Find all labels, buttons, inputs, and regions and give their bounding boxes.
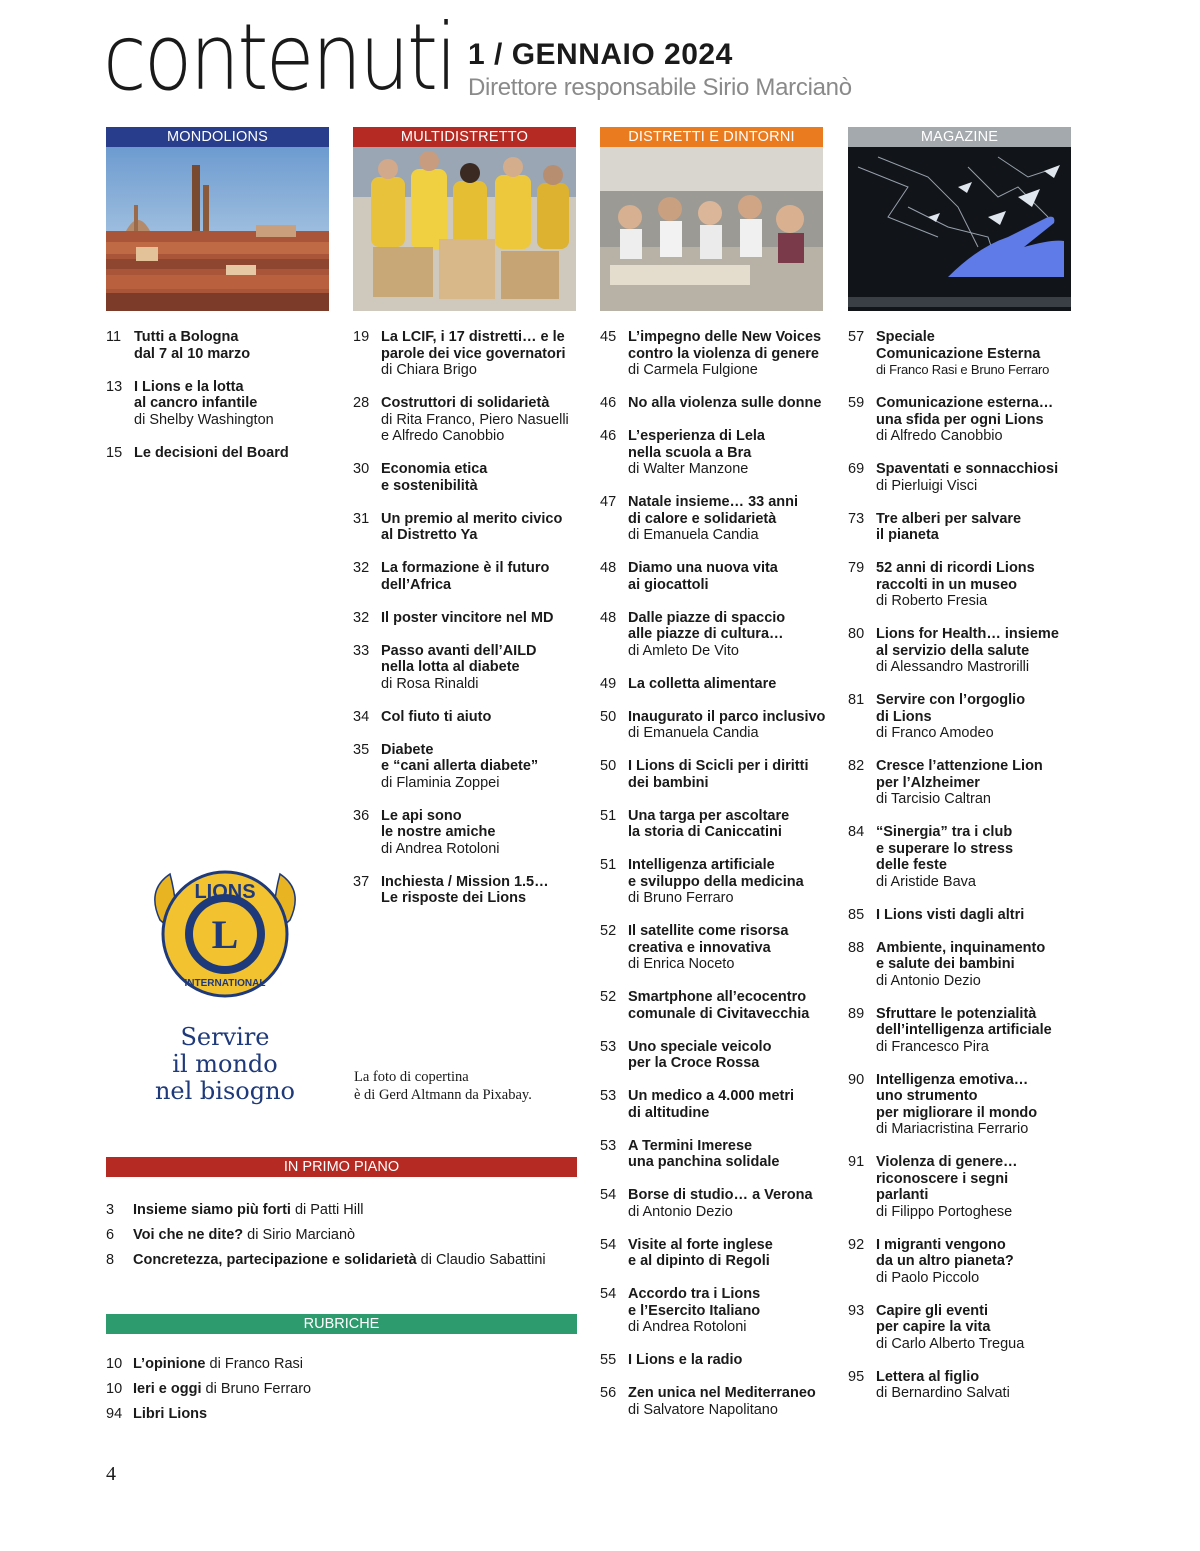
entry-page-number: 69	[848, 461, 865, 477]
page-number: 4	[106, 1463, 116, 1485]
entry-author: di Emanuela Candia	[628, 725, 759, 741]
contents-entry[interactable]	[600, 395, 840, 412]
entry-page-number: 92	[848, 1236, 865, 1253]
entry-title: Il poster vincitore nel MD	[381, 609, 554, 626]
entry-page-number: 19	[353, 329, 370, 345]
contents-entry[interactable]	[353, 395, 585, 445]
entry-author: di Franco Rasi e Bruno Ferraro	[876, 362, 1050, 377]
entry-title: Borse di studio… a Verona	[628, 1187, 813, 1203]
entry-page-number: 80	[848, 626, 865, 642]
entry-page-number: 46	[600, 428, 617, 444]
contents-entry[interactable]	[848, 1072, 1088, 1138]
entry-title: La colletta alimentare	[628, 675, 777, 692]
entry-title: Le decisioni del Board	[134, 444, 289, 461]
entry-page-number: 51	[600, 807, 617, 824]
entry-author: di Bruno Ferraro	[628, 890, 734, 906]
entry-title: Cresce l’attenzione Lion per l’Alzheimer	[876, 758, 1043, 791]
contents-entry[interactable]	[600, 989, 840, 1022]
entry-title: L’impegno delle New Voices contro la violenza di genere	[628, 329, 822, 362]
entry-title: Capire gli eventi per capire la vita	[876, 1302, 991, 1335]
entry-title: Sfruttare le potenzialità dell’intelligenza artificiale	[876, 1005, 1052, 1038]
svg-text:LIONS: LIONS	[194, 881, 256, 903]
entry-author: di Rosa Rinaldi	[381, 675, 479, 692]
entry-page-number: 50	[600, 708, 617, 725]
entry-title: A Termini Imerese una panchina solidale	[628, 1137, 780, 1170]
entry-author: di Aristide Bava	[876, 873, 976, 890]
entry-title: Spaventati e sonnacchiosi	[876, 461, 1059, 477]
contents-entry[interactable]	[600, 1138, 840, 1171]
contents-entry[interactable]	[848, 626, 1088, 676]
entry-title: Col fiuto ti aiuto	[381, 708, 492, 725]
contents-entry[interactable]	[353, 643, 585, 693]
contents-entry[interactable]	[848, 1303, 1088, 1353]
entry-page-number: 79	[848, 560, 865, 576]
section-header-rubriche: RUBRICHE	[106, 1314, 577, 1334]
entry-author: di Patti Hill	[290, 1202, 364, 1218]
entry-title: Ambiente, inquinamento e salute dei bambini	[876, 939, 1046, 972]
entry-page-number: 53	[600, 1137, 617, 1154]
entry-title: Lettera al figlio	[876, 1368, 980, 1385]
contents-entry[interactable]	[600, 1088, 840, 1121]
entry-title: Economia etica e sostenibilità	[381, 461, 488, 494]
contents-entry[interactable]	[600, 808, 840, 841]
contents-entry[interactable]	[600, 1237, 840, 1270]
entry-page-number: 93	[848, 1302, 865, 1319]
contents-entry[interactable]	[600, 610, 840, 660]
entry-title: 52 anni di ricordi Lions raccolti in un museo	[876, 560, 1035, 593]
entry-page-number: 81	[848, 692, 865, 708]
lions-international-logo	[144, 860, 306, 1010]
entry-title: Diabete e “cani allerta diabete”	[381, 741, 539, 774]
entry-author: di Tarcisio Caltran	[876, 791, 991, 807]
entry-page-number: 53	[600, 1088, 617, 1104]
entry-page-number: 28	[353, 395, 370, 411]
entry-page-number: 59	[848, 395, 865, 411]
band-entry[interactable]	[106, 1356, 586, 1373]
contents-entry[interactable]	[600, 857, 840, 907]
entry-author: di Antonio Dezio	[876, 972, 981, 989]
entry-title: Ieri e oggi	[133, 1381, 202, 1397]
entry-title: Passo avanti dell’AILD nella lotta al diabete	[381, 642, 537, 675]
entry-page-number: 34	[353, 708, 370, 725]
in-primo-piano-list	[106, 1202, 586, 1277]
entry-page-number: 89	[848, 1005, 865, 1022]
entry-title: Intelligenza emotiva… uno strumento per migliorare il mondo	[876, 1071, 1038, 1121]
entry-title: Libri Lions	[133, 1406, 208, 1422]
contents-column-mondolions	[106, 329, 338, 478]
entry-page-number: 53	[600, 1038, 617, 1055]
photo-bologna	[106, 147, 329, 311]
entry-page-number: 82	[848, 758, 865, 774]
entry-author: di Carlo Alberto Tregua	[876, 1335, 1025, 1352]
entry-page-number: 49	[600, 675, 617, 692]
entry-page-number: 51	[600, 857, 617, 873]
entry-page-number: 33	[353, 642, 370, 659]
photo-magazine	[848, 147, 1071, 311]
entry-author: di Andrea Rotoloni	[628, 1319, 747, 1335]
entry-title: Lions for Health… insieme al servizio della salute	[876, 626, 1059, 659]
contents-entry[interactable]	[353, 610, 585, 627]
entry-author: di Bruno Ferraro	[201, 1381, 312, 1397]
entry-author: di Andrea Rotoloni	[381, 840, 500, 857]
entry-title: L’esperienza di Lela nella scuola a Bra	[628, 428, 765, 461]
entry-author: di Franco Rasi	[205, 1356, 304, 1372]
entry-title: Uno speciale veicolo per la Croce Rossa	[628, 1038, 772, 1071]
entry-title: Costruttori di solidarietà	[381, 395, 550, 411]
contents-entry[interactable]	[353, 808, 585, 858]
entry-title: Il satellite come risorsa creativa e innovativa	[628, 923, 789, 956]
entry-page-number: 52	[600, 989, 617, 1005]
svg-text:INTERNATIONAL: INTERNATIONAL	[184, 978, 266, 989]
entry-author: di Antonio Dezio	[628, 1203, 733, 1220]
contents-entry[interactable]	[848, 824, 1088, 890]
contents-entry[interactable]	[848, 907, 1088, 924]
svg-text:L: L	[211, 912, 239, 957]
motto: Servire il mondo nel bisogno	[154, 1023, 296, 1105]
entry-page-number: 54	[600, 1236, 617, 1253]
entry-page-number: 85	[848, 906, 865, 923]
entry-title: Diamo una nuova vita ai giocattoli	[628, 560, 778, 593]
contents-entry[interactable]	[106, 445, 338, 462]
entry-title: Violenza di genere… riconoscere i segni parlanti	[876, 1154, 1018, 1203]
band-entry[interactable]	[106, 1227, 586, 1244]
entry-page-number: 52	[600, 923, 617, 939]
entry-page-number: 45	[600, 329, 617, 345]
contents-entry[interactable]	[353, 461, 585, 494]
contents-entry[interactable]	[353, 874, 585, 907]
section-header-multidistretto: MULTIDISTRETTO	[353, 127, 576, 147]
entry-page-number: 73	[848, 510, 865, 527]
entry-author: di Alfredo Canobbio	[876, 428, 1003, 444]
entry-page-number: 32	[353, 609, 370, 626]
entry-author: di Mariacristina Ferrario	[876, 1121, 1029, 1137]
entry-title: La LCIF, i 17 distretti… e le parole dei vice governatori	[381, 329, 566, 362]
entry-page-number: 3	[106, 1202, 115, 1218]
entry-title: I migranti vengono da un altro pianeta?	[876, 1236, 1014, 1269]
section-header-distretti: DISTRETTI E DINTORNI	[600, 127, 823, 147]
contents-entry[interactable]	[353, 511, 585, 544]
photo-distretti	[600, 147, 823, 311]
entry-page-number: 90	[848, 1071, 865, 1088]
entry-author: di Franco Amodeo	[876, 725, 994, 741]
entry-page-number: 48	[600, 609, 617, 626]
entry-page-number: 94	[106, 1406, 123, 1422]
section-header-magazine: MAGAZINE	[848, 127, 1071, 147]
entry-author: di Emanuela Candia	[628, 527, 759, 543]
entry-page-number: 54	[600, 1286, 617, 1302]
entry-page-number: 32	[353, 560, 370, 576]
contents-entry[interactable]	[600, 1039, 840, 1072]
band-entry[interactable]	[106, 1406, 586, 1423]
entry-page-number: 55	[600, 1352, 617, 1368]
contents-entry[interactable]	[600, 1187, 840, 1220]
entry-title: Inchiesta / Mission 1.5… Le risposte dei Lions	[381, 873, 549, 906]
contents-entry[interactable]	[600, 676, 840, 693]
entry-page-number: 57	[848, 329, 865, 345]
entry-author: di Alessandro Mastrorilli	[876, 659, 1030, 675]
contents-entry[interactable]	[848, 940, 1088, 990]
contents-entry[interactable]	[353, 560, 585, 593]
contents-entry[interactable]	[600, 1286, 840, 1336]
entry-page-number: 84	[848, 824, 865, 840]
contents-entry[interactable]	[848, 461, 1088, 494]
contents-entry[interactable]	[353, 742, 585, 792]
entry-title: Un premio al merito civico al Distretto Ya	[381, 510, 563, 543]
entry-page-number: 54	[600, 1187, 617, 1203]
band-entry[interactable]	[106, 1252, 586, 1269]
contents-column-distretti	[600, 329, 840, 1435]
entry-title: Natale insieme… 33 anni di calore e solidarietà	[628, 494, 799, 527]
entry-title: No alla violenza sulle donne	[628, 395, 822, 411]
contents-entry[interactable]	[848, 758, 1088, 808]
contents-entry[interactable]	[600, 758, 840, 791]
contents-entry[interactable]	[848, 1369, 1088, 1402]
entry-author: di Francesco Pira	[876, 1038, 989, 1055]
contents-entry[interactable]	[600, 428, 840, 478]
issue-title: 1 / GENNAIO 2024	[468, 38, 733, 71]
entry-page-number: 15	[106, 444, 123, 461]
entry-page-number: 6	[106, 1227, 115, 1243]
entry-page-number: 10	[106, 1381, 123, 1397]
contents-entry[interactable]	[600, 709, 840, 742]
band-entry[interactable]	[106, 1202, 586, 1219]
entry-page-number: 11	[106, 329, 122, 345]
entry-page-number: 88	[848, 939, 865, 956]
contents-entry[interactable]	[600, 560, 840, 593]
entry-page-number: 91	[848, 1154, 865, 1170]
entry-author: di Filippo Portoghese	[876, 1203, 1013, 1220]
contents-entry[interactable]	[848, 1154, 1088, 1220]
entry-title: I Lions visti dagli altri	[876, 906, 1025, 923]
entry-title: Tutti a Bologna dal 7 al 10 marzo	[134, 329, 251, 362]
entry-author: di Flaminia Zoppei	[381, 774, 500, 791]
entry-page-number: 48	[600, 560, 617, 576]
entry-title: Comunicazione esterna… una sfida per ogni Lions	[876, 395, 1054, 428]
contents-column-magazine	[848, 329, 1088, 1418]
entry-page-number: 13	[106, 378, 123, 395]
contents-entry[interactable]	[600, 329, 840, 379]
contents-entry[interactable]	[353, 329, 585, 379]
entry-page-number: 56	[600, 1385, 617, 1401]
contents-entry[interactable]	[600, 1385, 840, 1418]
entry-author: di Claudio Sabattini	[416, 1252, 546, 1268]
entry-author: di Chiara Brigo	[381, 362, 477, 378]
entry-author: di Bernardino Salvati	[876, 1385, 1010, 1401]
entry-page-number: 31	[353, 510, 370, 527]
entry-title: Un medico a 4.000 metri di altitudine	[628, 1088, 795, 1121]
entry-title: Visite al forte inglese e al dipinto di Regoli	[628, 1236, 773, 1269]
entry-author: di Amleto De Vito	[628, 642, 739, 659]
entry-page-number: 95	[848, 1368, 865, 1385]
entry-author: di Walter Manzone	[628, 461, 749, 477]
entry-author: di Pierluigi Visci	[876, 477, 978, 494]
entry-title: I Lions e la radio	[628, 1352, 743, 1368]
entry-title: Servire con l’orgoglio di Lions	[876, 692, 1026, 725]
director-line: Direttore responsabile Sirio Marcianò	[468, 74, 852, 101]
contents-entry[interactable]	[600, 923, 840, 973]
entry-title: Una targa per ascoltare la storia di Caniccatini	[628, 807, 790, 840]
entry-title: Tre alberi per salvare il pianeta	[876, 510, 1022, 543]
contents-entry[interactable]	[106, 329, 338, 362]
entry-title: Smartphone all’ecocentro comunale di Civitavecchia	[628, 989, 810, 1022]
entry-page-number: 10	[106, 1356, 123, 1372]
entry-title: Concretezza, partecipazione e solidarietà	[133, 1252, 417, 1268]
entry-page-number: 50	[600, 758, 617, 774]
entry-page-number: 37	[353, 873, 370, 890]
contents-entry[interactable]	[848, 560, 1088, 610]
contents-entry[interactable]	[848, 511, 1088, 544]
band-entry[interactable]	[106, 1381, 586, 1398]
entry-title: “Sinergia” tra i club e superare lo stress delle feste	[876, 824, 1014, 873]
contents-entry[interactable]	[848, 329, 1088, 379]
entry-title: Speciale Comunicazione Esterna	[876, 329, 1041, 362]
entry-title: La formazione è il futuro dell’Africa	[381, 560, 550, 593]
contents-entry[interactable]	[848, 395, 1088, 445]
entry-page-number: 8	[106, 1252, 115, 1268]
entry-title: I Lions e la lotta al cancro infantile	[134, 378, 258, 411]
contents-column-multidistretto	[353, 329, 585, 923]
entry-page-number: 35	[353, 741, 370, 758]
entry-page-number: 36	[353, 807, 370, 824]
entry-author: di Sirio Marcianò	[243, 1227, 356, 1243]
entry-title: I Lions di Scicli per i diritti dei bambini	[628, 758, 809, 791]
masthead-word: contenuti	[103, 4, 455, 111]
entry-title: Accordo tra i Lions e l’Esercito Italiano	[628, 1286, 761, 1319]
photo-multidistretto	[353, 147, 576, 311]
entry-author: di Shelby Washington	[134, 411, 274, 428]
entry-title: Voi che ne dite?	[133, 1227, 244, 1243]
rubriche-list	[106, 1356, 586, 1431]
entry-author: di Roberto Fresia	[876, 593, 988, 609]
entry-title: L’opinione	[133, 1356, 206, 1372]
entry-title: Insieme siamo più forti	[133, 1202, 291, 1218]
section-header-in-primo-piano: IN PRIMO PIANO	[106, 1157, 577, 1177]
entry-author: di Rita Franco, Piero Nasuelli e Alfredo Canobbio	[381, 411, 569, 444]
section-header-mondolions: MONDOLIONS	[106, 127, 329, 147]
entry-title: Zen unica nel Mediterraneo	[628, 1385, 816, 1401]
contents-entry[interactable]	[600, 494, 840, 544]
contents-entry[interactable]	[848, 1237, 1088, 1287]
cover-credit: La foto di copertina è di Gerd Altmann da Pixabay.	[354, 1069, 532, 1103]
entry-title: Intelligenza artificiale e sviluppo della medicina	[628, 857, 804, 890]
contents-entry[interactable]	[600, 1352, 840, 1369]
entry-page-number: 47	[600, 494, 617, 510]
entry-title: Inaugurato il parco inclusivo	[628, 708, 826, 725]
contents-entry[interactable]	[848, 1006, 1088, 1056]
entry-title: Dalle piazze di spaccio alle piazze di cultura…	[628, 609, 786, 642]
contents-entry[interactable]	[353, 709, 585, 726]
entry-author: di Salvatore Napolitano	[628, 1401, 778, 1418]
entry-title: Le api sono le nostre amiche	[381, 807, 496, 840]
entry-page-number: 46	[600, 395, 617, 411]
contents-entry[interactable]	[848, 692, 1088, 742]
entry-author: di Enrica Noceto	[628, 956, 735, 972]
contents-entry[interactable]	[106, 379, 338, 429]
entry-author: di Carmela Fulgione	[628, 362, 758, 378]
entry-author: di Paolo Piccolo	[876, 1269, 980, 1286]
entry-page-number: 30	[353, 461, 370, 477]
